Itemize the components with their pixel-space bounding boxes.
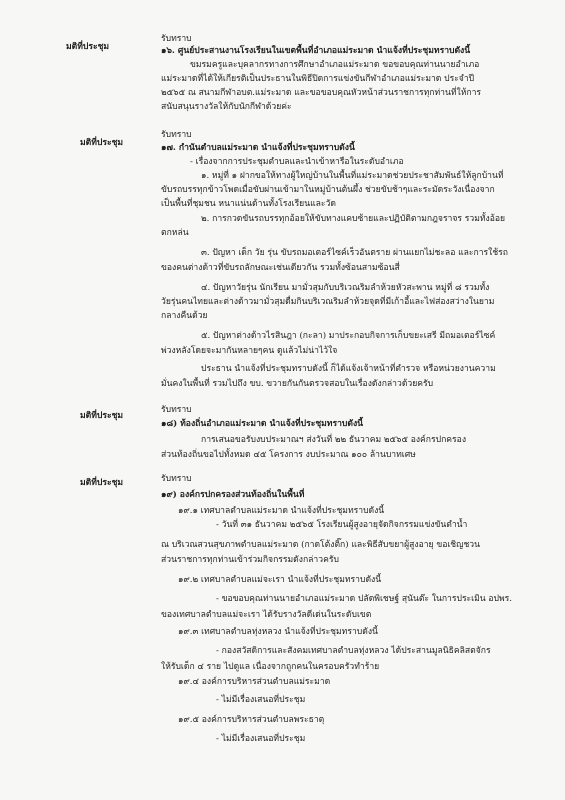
section-18-line-1: การเสนอขอรับงบประมาณฯ ส่งวันที่ ๒๒ ธันวาคม ๒๕๖๕ องค์กรปกครอง	[201, 435, 467, 445]
resolution-label-16: มติที่ประชุม	[66, 42, 110, 52]
section-19-line-3: ณ บริเวณสวนสุขภาพตำบลแม่ระมาด (กาดโต้งติ๊ก) และพิธีสับขยาผู้สูงอายุ ขอเชิญชวน	[161, 540, 480, 550]
section-17-heading: ๑๗. กำนันตำบลแม่ระมาด นำแจ้งที่ประชุมทราบดังนี้	[161, 143, 355, 153]
section-19-line-8: ๑๙.๓ เทศบาลตำบลทุ่งหลวง นำแจ้งที่ประชุมทราบดังนี้	[178, 627, 378, 637]
section-19-line-6: - ขอขอบคุณท่านนายอำเภอแม่ระมาด ปลัดพิเชษฐ์ สุนันต๊ะ ในการประเมิน อปพร.	[216, 594, 513, 604]
section-17-line-15: มั่นคงในพื้นที่ รวมไปถึง ขบ. ขวายกันกันตรวจสอบในเรื่องดังกล่าวด้วยครับ	[161, 379, 434, 389]
section-16-line-2: แม่ระมาดที่ได้ให้เกียรติเป็นประธานในพิธีปิดการแข่งขันกีฬาอำเภอแม่ระมาด ประจำปี	[161, 74, 475, 84]
section-17-line-11: กลางคืนด้วย	[161, 311, 208, 321]
section-17-line-3: ขับรถบรรทุกข้าวโพดเมื่อขับผ่านเข้ามาในหมู่บ้านต้นผึ้ง ช่วยขับช้าๆและระมัดระวังเนื่องจาก	[161, 185, 495, 195]
section-19-line-11: ๑๙.๔ องค์การบริหารส่วนตำบลแม่ระมาด	[178, 677, 331, 687]
section-16-line-4: สนับสนุนรางวัลให้กับนักกีฬาด้วยค่ะ	[161, 102, 292, 112]
section-19-line-1: ๑๙.๑ เทศบาลตำบลแม่ระมาด นำแจ้งที่ประชุมทราบดังนี้	[178, 506, 385, 516]
section-17-line-13: พ่วงหลังโดยจะมากันหลายๆคน ดูแล้วไม่น่าไว้ใจ	[161, 346, 338, 356]
section-17-line-9: ๔. ปัญหาวัยรุ่น นักเรียน มามั่วสุมกับบริเวณริมลำห้วยหัวสะพาน หมู่ที่ ๘ รวมทั้ง	[201, 283, 490, 293]
section-17-line-12: ๕. ปัญหาต่างด้าวไรสินฎา (กะลา) มาประกอบกิจการเก็บขยะเสรี มีถมอเตอร์ไซค์	[201, 331, 496, 341]
section-19-line-2: - วันที่ ๓๑ ธันวาคม ๒๕๖๕ โรงเรียนผู้สูงอายุจัดกิจกรรมแข่งขันตำน้ำ	[216, 520, 468, 530]
section-19-line-10: ให้รับเด็ก ๔ ราย ไปดูแล เนื่องจากถูกคนในครอบครัวทำร้าย	[161, 662, 380, 672]
section-16-line-1: ขมรมครูและบุคลากรทางการศึกษาอำเภอแม่ระมาด ขอขอบคุณท่านนายอำเภอ	[190, 60, 480, 70]
resolution-text-16: รับทราบ	[161, 34, 192, 44]
section-19-line-5: ๑๙.๒ เทศบาลตำบลแม่จะเรา นำแจ้งที่ประชุมทราบดังนี้	[178, 575, 382, 585]
section-16-heading: ๑๖. ศูนย์ประสานงานโรงเรียนในเขตพื้นที่อำเภอแม่ระมาด นำแจ้งที่ประชุมทราบดังนี้	[161, 46, 471, 56]
section-17-line-2: ๑. หมู่ที่ ๑ ฝากขอให้ทางผู้ใหญ่บ้านในพื้นที่แม่ระมาดช่วยประชาสัมพันธ์ให้ลูกบ้านที่	[201, 171, 504, 181]
section-19-line-14: - ไม่มีเรื่องเสนอที่ประชุม	[216, 734, 306, 744]
section-17-line-8: ของคนต่างด้าวที่ขับรถลักษณะเช่นเดียวกัน รวมทั้งซ้อนสามซ้อนสี่	[161, 263, 400, 273]
section-19-line-7: ของเทศบาลตำบลแม่จะเรา ได้รับรางวัลดีเด่นในระดับเขต	[161, 610, 372, 620]
resolution-text-17: รับทราบ	[161, 130, 192, 140]
section-19-line-13: ๑๙.๕ องค์การบริหารส่วนตำบลพระธาตุ	[178, 715, 325, 725]
resolution-text-19: รับทราบ	[161, 474, 192, 484]
resolution-label-18: มติที่ประชุม	[80, 411, 124, 421]
section-18-heading: ๑๘) ท้องถิ่นอำเภอแม่ระมาด นำแจ้งที่ประชุมทราบดังนี้	[161, 419, 364, 429]
section-17-line-5: ๒. การกวดขันรถบรรทุกอ้อยให้ขับทางแคบซ้ายและปฏิบัติตามกฎจราจร รวมทั้งอ้อย	[201, 214, 506, 224]
section-17-line-7: ๓. ปัญหา เด็ก วัย รุ่น ขับรถมอเตอร์ไซค์เร็วอันตราย ผ่านแยกไม่ชะลอ และการใช้รถ	[201, 248, 509, 258]
section-19-heading: ๑๙) องค์กรปกครองส่วนท้องถิ่นในพื้นที่	[161, 490, 305, 500]
section-17-line-14: ประธาน นำแจ้งที่ประชุมทราบดังนี้ ก็ได้แจ้งเจ้าหน้าที่ตำรวจ หรือหน่วยงานความ	[201, 364, 496, 374]
section-17-line-6: ตกหล่น	[161, 228, 189, 238]
resolution-text-18: รับทราบ	[161, 405, 192, 415]
resolution-label-17: มติที่ประชุม	[80, 138, 124, 148]
section-19-line-4: ส่วนราชการทุกท่านเข้าร่วมกิจกรรมดังกล่าวครับ	[161, 555, 339, 565]
section-19-line-9: - กองสวัสดิการและสังคมเทศบาลตำบลทุ่งหลวง ได้ประสานมูลนิธิคลิสตจักร	[216, 646, 491, 656]
section-17-line-1: - เรื่องจากการประชุมตำบลและนำเข้าหารือในระดับอำเภอ	[190, 157, 404, 167]
section-19-line-12: - ไม่มีเรื่องเสนอที่ประชุม	[216, 695, 306, 705]
section-18-line-2: ส่วนท้องถิ่นขอไปทั้งหมด ๔๕ โครงการ งบประมาณ ๑๐๐ ล้านบาทเศษ	[161, 450, 416, 460]
resolution-label-19: มติที่ประชุม	[80, 478, 124, 488]
section-17-line-4: เป็นพื้นที่ชุมชน หนาแน่นด้านทั้งโรงเรียนและวัด	[161, 199, 336, 209]
section-16-line-3: ๒๕๖๕ ณ สนามกีฬาอบต.แม่ระมาด และขอขอบคุณหัวหน้าส่วนราชการทุกท่านที่ให้การ	[161, 88, 482, 98]
section-17-line-10: วัยรุ่นคนไทยและต่างด้าวมามั่วสุมดื่มกินบริเวณริมลำห้วยจุดที่มีเก้าอี้และไฟส่องสว่างในยาม	[161, 297, 495, 307]
